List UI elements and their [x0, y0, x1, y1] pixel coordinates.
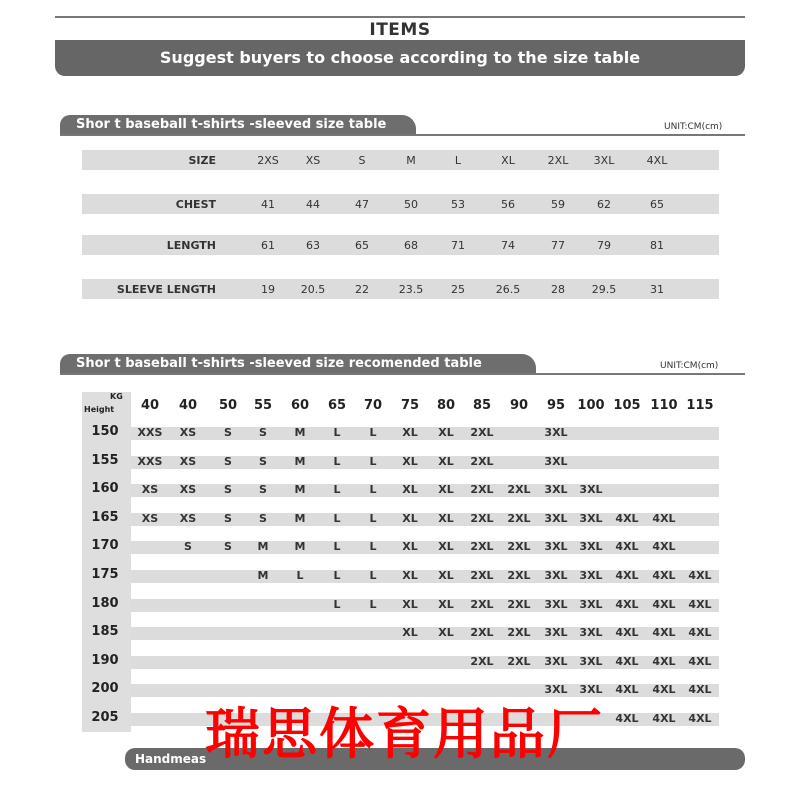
size-value-cell: 63 [306, 239, 320, 252]
size-cell: 3XL [544, 655, 568, 668]
size-row-label: CHEST [175, 198, 216, 211]
size-cell: S [224, 455, 232, 468]
height-cell: 185 [91, 624, 119, 639]
size-cell: 2XL [507, 626, 531, 639]
size-cell: 4XL [652, 655, 676, 668]
size-table-unit: UNIT:CM(cm) [664, 122, 723, 132]
size-cell: L [369, 598, 377, 611]
size-cell: L [333, 455, 341, 468]
size-cell: 2XL [470, 569, 494, 582]
size-cell: XS [179, 512, 197, 525]
weight-header-cell: 65 [327, 398, 347, 413]
size-cell: 2XL [507, 569, 531, 582]
size-value-cell: 81 [650, 239, 664, 252]
size-cell: 4XL [652, 712, 676, 725]
size-cell: L [369, 540, 377, 553]
size-cell: L [333, 483, 341, 496]
size-cell: XL [402, 540, 418, 553]
size-cell: L [333, 540, 341, 553]
size-cell: M [294, 455, 306, 468]
height-label: Height [84, 405, 115, 414]
size-cell: S [224, 426, 232, 439]
size-cell: 3XL [544, 455, 568, 468]
size-cell: XS [141, 512, 159, 525]
size-value-cell: 68 [404, 239, 418, 252]
size-cell: 3XL [544, 626, 568, 639]
size-value-cell: 31 [650, 283, 664, 296]
size-cell: L [369, 426, 377, 439]
height-cell: 160 [91, 481, 119, 496]
size-cell: 2XL [507, 540, 531, 553]
size-cell: 2XL [470, 426, 494, 439]
height-cell: 190 [91, 653, 119, 668]
size-cell: S [224, 540, 232, 553]
size-value-cell: 25 [451, 283, 465, 296]
height-cell: 150 [91, 424, 119, 439]
weight-header-cell: 90 [509, 398, 529, 413]
size-cell: L [333, 512, 341, 525]
size-cell: 4XL [615, 626, 639, 639]
size-cell: 4XL [615, 540, 639, 553]
size-row-label: SLEEVE LENGTH [116, 283, 216, 296]
recommended-table-title: Shor t baseball t-shirts -sleeved size recomended table [60, 354, 536, 374]
size-cell: 3XL [579, 512, 603, 525]
size-value-cell: 44 [306, 198, 320, 211]
size-value-cell: 79 [597, 239, 611, 252]
size-cell: 4XL [688, 626, 712, 639]
size-cell: 3XL [579, 540, 603, 553]
size-cell: L [369, 455, 377, 468]
height-cell: 165 [91, 510, 119, 525]
size-cell: 3XL [579, 683, 603, 696]
size-cell: 2XL [470, 655, 494, 668]
weight-header-cell: 70 [363, 398, 383, 413]
size-cell: XS [141, 483, 159, 496]
size-cell: XS [179, 483, 197, 496]
size-cell: 4XL [652, 569, 676, 582]
size-value-cell: 47 [355, 198, 369, 211]
size-cell: L [333, 598, 341, 611]
size-cell: 3XL [544, 569, 568, 582]
height-cell: 180 [91, 596, 119, 611]
size-value-cell: 71 [451, 239, 465, 252]
weight-header-cell: 50 [218, 398, 238, 413]
size-cell: XL [438, 598, 454, 611]
size-cell: 4XL [652, 683, 676, 696]
size-header-cell: 4XL [646, 154, 668, 167]
size-cell: 2XL [507, 483, 531, 496]
size-value-cell: 29.5 [591, 283, 617, 296]
weight-header-cell: 80 [436, 398, 456, 413]
size-cell: L [333, 426, 341, 439]
size-value-cell: 23.5 [398, 283, 424, 296]
size-cell: 2XL [470, 598, 494, 611]
size-value-cell: 53 [451, 198, 465, 211]
size-cell: 3XL [579, 655, 603, 668]
size-cell: 2XL [507, 598, 531, 611]
size-value-cell: 59 [551, 198, 565, 211]
size-cell: 2XL [470, 626, 494, 639]
weight-header-cell: 100 [577, 398, 605, 413]
size-cell: XL [402, 569, 418, 582]
size-cell: 3XL [544, 598, 568, 611]
recommended-table-rule [60, 373, 745, 375]
size-cell: XL [438, 426, 454, 439]
size-cell: 3XL [579, 626, 603, 639]
size-cell: XL [438, 483, 454, 496]
size-cell: 4XL [652, 626, 676, 639]
size-cell: L [333, 569, 341, 582]
size-cell: M [257, 540, 269, 553]
size-cell: 2XL [507, 655, 531, 668]
size-cell: XL [402, 426, 418, 439]
height-cell: 205 [91, 710, 119, 725]
size-cell: 3XL [544, 540, 568, 553]
size-table-rule [60, 134, 745, 136]
weight-header-cell: 110 [650, 398, 678, 413]
size-value-cell: 61 [261, 239, 275, 252]
height-cell: 155 [91, 453, 119, 468]
size-cell: M [294, 540, 306, 553]
size-value-cell: 62 [597, 198, 611, 211]
size-cell: XL [438, 540, 454, 553]
size-cell: 4XL [688, 598, 712, 611]
size-value-cell: 19 [261, 283, 275, 296]
size-cell: M [294, 426, 306, 439]
size-cell: XL [438, 455, 454, 468]
size-value-cell: 56 [501, 198, 515, 211]
size-header-label: SIZE [188, 154, 216, 167]
size-cell: L [369, 512, 377, 525]
size-row-label: LENGTH [166, 239, 216, 252]
page-title: ITEMS [369, 20, 431, 40]
size-cell: 3XL [544, 483, 568, 496]
size-header-cell: L [454, 154, 462, 167]
size-cell: XL [402, 455, 418, 468]
size-cell: XL [402, 512, 418, 525]
size-cell: XL [438, 512, 454, 525]
size-value-cell: 77 [551, 239, 565, 252]
height-cell: 175 [91, 567, 119, 582]
size-cell: 2XL [470, 483, 494, 496]
size-value-cell: 50 [404, 198, 418, 211]
header-banner: Suggest buyers to choose according to the size table [55, 40, 745, 76]
size-cell: XL [438, 626, 454, 639]
size-cell: 4XL [688, 569, 712, 582]
size-cell: 4XL [652, 512, 676, 525]
height-cell: 170 [91, 538, 119, 553]
weight-header-cell: 40 [140, 398, 160, 413]
weight-header-cell: 105 [613, 398, 641, 413]
size-cell: 2XL [470, 512, 494, 525]
size-cell: 2XL [470, 455, 494, 468]
weight-header-cell: 60 [290, 398, 310, 413]
size-cell: L [369, 483, 377, 496]
kg-label: KG [110, 392, 123, 401]
size-value-cell: 74 [501, 239, 515, 252]
size-cell: 3XL [544, 512, 568, 525]
footer-note: Handmeas [125, 748, 745, 770]
size-value-cell: 26.5 [495, 283, 521, 296]
size-value-cell: 65 [650, 198, 664, 211]
size-cell: 4XL [615, 683, 639, 696]
weight-header-cell: 40 [178, 398, 198, 413]
weight-header-cell: 115 [686, 398, 714, 413]
size-cell: L [369, 569, 377, 582]
size-cell: S [184, 540, 192, 553]
size-header-cell: 2XL [547, 154, 569, 167]
size-cell: XL [402, 483, 418, 496]
size-header-cell: 2XS [257, 154, 279, 167]
size-cell: XS [179, 426, 197, 439]
size-cell: 4XL [615, 712, 639, 725]
size-cell: S [259, 426, 267, 439]
size-value-cell: 20.5 [300, 283, 326, 296]
size-cell: 3XL [579, 598, 603, 611]
size-cell: 4XL [688, 712, 712, 725]
size-cell: 3XL [579, 483, 603, 496]
size-cell: 2XL [470, 540, 494, 553]
size-cell: S [259, 455, 267, 468]
size-cell: 4XL [688, 655, 712, 668]
size-header-cell: S [358, 154, 366, 167]
size-cell: XXS [137, 455, 163, 468]
size-cell: M [257, 569, 269, 582]
size-header-cell: 3XL [593, 154, 615, 167]
size-value-cell: 28 [551, 283, 565, 296]
weight-header-cell: 95 [546, 398, 566, 413]
size-header-cell: XS [305, 154, 321, 167]
size-cell: 3XL [544, 426, 568, 439]
size-cell: 4XL [615, 569, 639, 582]
size-cell: 2XL [507, 512, 531, 525]
size-cell: S [224, 483, 232, 496]
weight-header-cell: 85 [472, 398, 492, 413]
size-cell: L [296, 569, 304, 582]
weight-header-cell: 55 [253, 398, 273, 413]
size-cell: XL [402, 598, 418, 611]
size-cell: S [259, 512, 267, 525]
weight-header-cell: 75 [400, 398, 420, 413]
size-header-cell: M [406, 154, 416, 167]
size-cell: XL [402, 626, 418, 639]
size-value-cell: 41 [261, 198, 275, 211]
recommended-table-unit: UNIT:CM(cm) [660, 361, 719, 371]
size-table-title: Shor t baseball t-shirts -sleeved size table [60, 115, 416, 135]
size-cell: S [224, 512, 232, 525]
size-cell: 4XL [652, 598, 676, 611]
size-cell: 4XL [615, 655, 639, 668]
size-value-cell: 22 [355, 283, 369, 296]
height-cell: 200 [91, 681, 119, 696]
size-cell: M [294, 512, 306, 525]
size-cell: S [259, 483, 267, 496]
size-cell: XXS [137, 426, 163, 439]
size-cell: 3XL [579, 569, 603, 582]
size-cell: 4XL [615, 598, 639, 611]
size-cell: 3XL [544, 683, 568, 696]
size-cell: 4XL [688, 683, 712, 696]
header-top-rule [55, 16, 745, 18]
size-cell: XS [179, 455, 197, 468]
size-cell: 4XL [615, 512, 639, 525]
size-value-cell: 65 [355, 239, 369, 252]
size-cell: XL [438, 569, 454, 582]
size-header-cell: XL [501, 154, 515, 167]
size-cell: M [294, 483, 306, 496]
size-cell: 4XL [652, 540, 676, 553]
watermark-text: 瑞思体育用品厂 [205, 702, 605, 766]
